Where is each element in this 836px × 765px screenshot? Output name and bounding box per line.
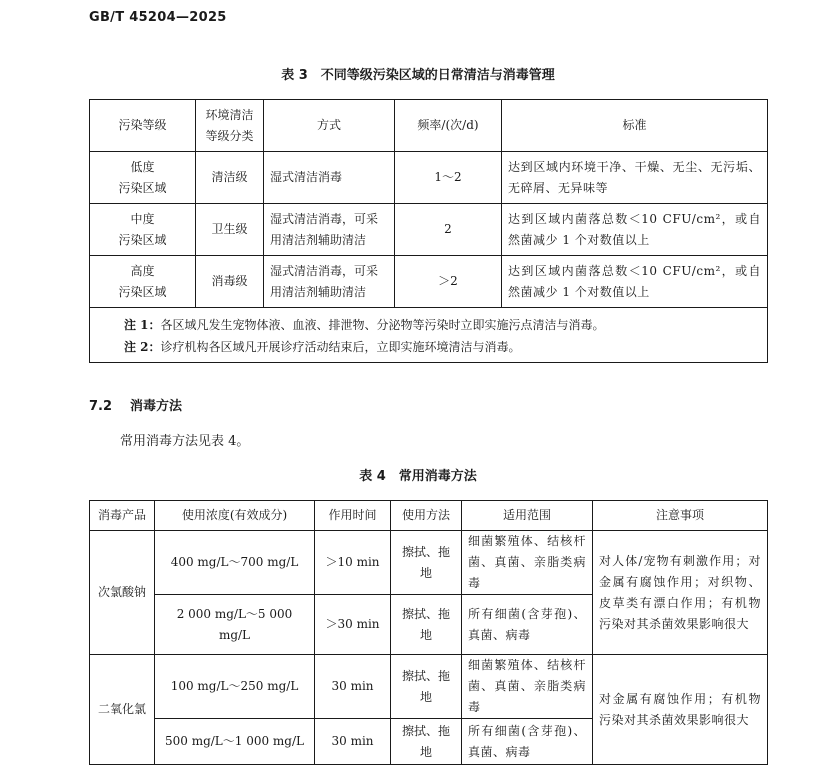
- section-number: 7.2: [89, 399, 113, 414]
- note-2: 注 2：诊疗机构各区域凡开展诊疗活动结束后，立即实施环境清洁与消毒。: [124, 340, 521, 354]
- table4-caption: 表 4 常用消毒方法: [359, 469, 477, 484]
- product-cell: 二氧化氯: [90, 655, 155, 765]
- table3: [89, 99, 768, 363]
- table3-col-method: 方式: [264, 100, 395, 152]
- table-row: [90, 204, 768, 256]
- table4-col-time: 作用时间: [315, 501, 391, 531]
- table4-col-concentration: 使用浓度(有效成分): [155, 501, 315, 531]
- table4-col-scope: 适用范围: [462, 501, 593, 531]
- standard-cell: 达到区域内菌落总数＜10 CFU/cm²，或自然菌减少 1 个对数值以上: [502, 256, 768, 308]
- table3-header-row: [90, 100, 768, 152]
- usage-cell: 擦拭、拖地: [391, 719, 462, 765]
- table4-col-product: 消毒产品: [90, 501, 155, 531]
- table4-header-row: [90, 501, 768, 531]
- level-cell: 高度 污染区域: [90, 256, 196, 308]
- table3-col-freq: 频率/(次/d): [395, 100, 502, 152]
- level-cell: 中度 污染区域: [90, 204, 196, 256]
- table4-col-notes: 注意事项: [593, 501, 768, 531]
- body-paragraph: 常用消毒方法见表 4。: [120, 434, 250, 449]
- table3-col-standard: 标准: [502, 100, 768, 152]
- product-cell: 次氯酸钠: [90, 531, 155, 655]
- table3-notes: [90, 308, 768, 363]
- table-row: [90, 655, 768, 719]
- concentration-cell: 2 000 mg/L～5 000 mg/L: [155, 595, 315, 655]
- time-cell: ＞30 min: [315, 595, 391, 655]
- scope-cell: 所有细菌(含芽孢)、真菌、病毒: [462, 595, 593, 655]
- note-1: 注 1：各区域凡发生宠物体液、血液、排泄物、分泌物等污染时立即实施污点清洁与消毒。: [124, 318, 605, 332]
- table3-caption: 表 3 不同等级污染区域的日常清洁与消毒管理: [281, 68, 555, 83]
- usage-cell: 擦拭、拖地: [391, 595, 462, 655]
- standard-cell: 达到区域内环境干净、干燥、无尘、无污垢、无碎屑、无异味等: [502, 152, 768, 204]
- time-cell: 30 min: [315, 655, 391, 719]
- grade-cell: 清洁级: [196, 152, 264, 204]
- time-cell: ＞10 min: [315, 531, 391, 595]
- grade-cell: 卫生级: [196, 204, 264, 256]
- usage-cell: 擦拭、拖地: [391, 655, 462, 719]
- section-heading: [89, 395, 182, 414]
- method-cell: 湿式清洁消毒，可采 用清洁剂辅助清洁: [264, 204, 395, 256]
- method-cell: 湿式清洁消毒，可采 用清洁剂辅助清洁: [264, 256, 395, 308]
- time-cell: 30 min: [315, 719, 391, 765]
- section-title: 消毒方法: [130, 399, 183, 414]
- concentration-cell: 100 mg/L～250 mg/L: [155, 655, 315, 719]
- table4-col-usage: 使用方法: [391, 501, 462, 531]
- scope-cell: 细菌繁殖体、结核杆菌、真菌、亲脂类病毒: [462, 531, 593, 595]
- grade-cell: 消毒级: [196, 256, 264, 308]
- standard-number: GB/T 45204—2025: [89, 10, 227, 25]
- notes-cell: 对人体/宠物有刺激作用；对金属有腐蚀作用；对织物、皮草类有漂白作用；有机物污染对其杀菌效果影响很大: [593, 531, 768, 655]
- freq-cell: 1～2: [395, 152, 502, 204]
- notes-cell: 对金属有腐蚀作用；有机物污染对其杀菌效果影响很大: [593, 655, 768, 765]
- concentration-cell: 400 mg/L～700 mg/L: [155, 531, 315, 595]
- scope-cell: 细菌繁殖体、结核杆菌、真菌、亲脂类病毒: [462, 655, 593, 719]
- table4: [89, 500, 768, 765]
- table-row: [90, 256, 768, 308]
- table3-col-grade: 环境清洁 等级分类: [196, 100, 264, 152]
- freq-cell: 2: [395, 204, 502, 256]
- table3-col-level: 污染等级: [90, 100, 196, 152]
- concentration-cell: 500 mg/L～1 000 mg/L: [155, 719, 315, 765]
- table-row: [90, 152, 768, 204]
- standard-cell: 达到区域内菌落总数＜10 CFU/cm²，或自然菌减少 1 个对数值以上: [502, 204, 768, 256]
- freq-cell: ＞2: [395, 256, 502, 308]
- level-cell: 低度 污染区域: [90, 152, 196, 204]
- table-row: [90, 531, 768, 595]
- method-cell: 湿式清洁消毒: [264, 152, 395, 204]
- table3-notes-row: [90, 308, 768, 363]
- usage-cell: 擦拭、拖地: [391, 531, 462, 595]
- scope-cell: 所有细菌(含芽孢)、真菌、病毒: [462, 719, 593, 765]
